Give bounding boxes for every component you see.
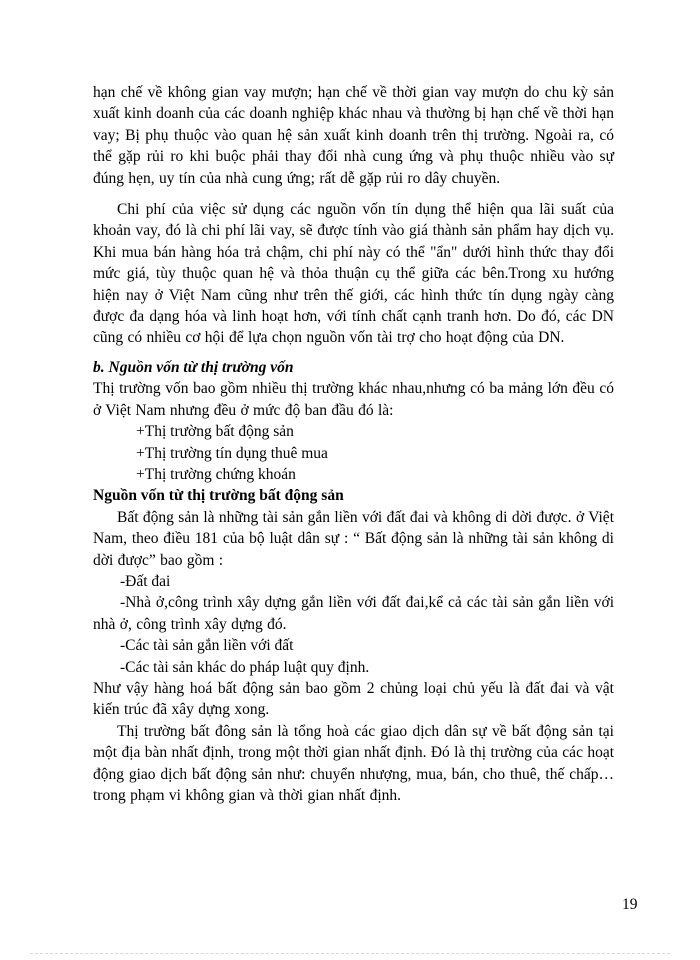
dash-item-land: -Đất đai [120, 572, 171, 590]
dash-item-other-assets: -Các tài sản khác do pháp luật quy định. [120, 658, 370, 676]
paragraph-real-estate-definition: Bất động sản là những tài sản gắn liền với đất đai và không di dời được. ở Việt Nam, theo điều 181 của bộ luật dân sự : “ Bất động sản là những tài sản không di dời được” bao gồm : [93, 508, 614, 569]
paragraph-credit-cost: Chi phí của việc sử dụng các nguồn vốn tín dụng thể hiện qua lãi suất của khoản vay, đó là chi phí lãi vay, sẽ được tính vào giá thành sản phẩm hay dịch vụ. Khi mua bán hàng hóa trả chậm, chi phí này có thể "ẩn" dưới hình thức thay đổi mức giá, tùy thuộc quan hệ và thỏa thuận cụ thể giữa các bên.Trong xu hướng hiện nay ở Việt Nam cũng như trên thế giới, các hình thức tín dụng ngày càng được đa dạng hóa và linh hoạt hơn, với tính chất cạnh tranh hơn. Do đó, các DN cũng có nhiều cơ hội để lựa chọn nguồn vốn tài trợ cho hoạt động của DN. [93, 201, 614, 347]
list-item-leasing-market: +Thị trường tín dụng thuê mua [136, 444, 328, 462]
paragraph-credit-limits: hạn chế về không gian vay mượn; hạn chế về thời gian vay mượn do chu kỳ sản xuất kinh doanh của các doanh nghiệp khác nhau và thường bị hạn chế về thời hạn vay; Bị phụ thuộc vào quan hệ sản xuất kinh doanh trên thị trường. Ngoài ra, có thể gặp rủi ro khi buộc phải thay đổi nhà cung ứng và phụ thuộc nhiều vào sự đúng hẹn, uy tín của nhà cung ứng; rất dễ gặp rủi ro dây chuyền. [93, 84, 614, 187]
paragraph-capital-market-intro: Thị trường vốn bao gồm nhiều thị trường khác nhau,nhưng có ba mảng lớn đều có ở Việt Nam nhưng đều ở mức độ ban đầu đó là: [93, 380, 614, 419]
dash-item-attached-assets: -Các tài sản gắn liền với đất [120, 637, 294, 655]
page-bottom-divider [30, 953, 670, 954]
section-heading-capital-market: b. Nguồn vốn từ thị trường vốn [93, 358, 294, 376]
dash-item-buildings: -Nhà ở,công trình xây dựng gắn liền với đất đai,kể cả các tài sản gắn liền với nhà ở, công trình xây dựng đó. [93, 594, 614, 633]
page-number: 19 [622, 896, 638, 913]
document-page [93, 82, 614, 806]
list-item-real-estate-market: +Thị trường bất động sản [136, 423, 294, 441]
list-item-securities-market: +Thị trường chứng khoán [136, 465, 296, 483]
paragraph-real-estate-goods: Như vậy hàng hoá bất động sản bao gồm 2 chủng loại chủ yếu là đất đai và vật kiến trúc đã xây dựng xong. [93, 679, 614, 719]
section-heading-real-estate: Nguồn vốn từ thị trường bất động sản [93, 487, 344, 505]
paragraph-real-estate-market: Thị trường bất đông sản là tổng hoà các giao dịch dân sự về bất động sản tại một địa bàn nhất định, trong một thời gian nhất định. Đó là thị trường của các hoạt động giao dịch bất động sản như: chuyển nhượng, mua, bán, cho thuê, thế chấp…trong phạm vi không gian và thời gian nhất định. [93, 722, 615, 804]
